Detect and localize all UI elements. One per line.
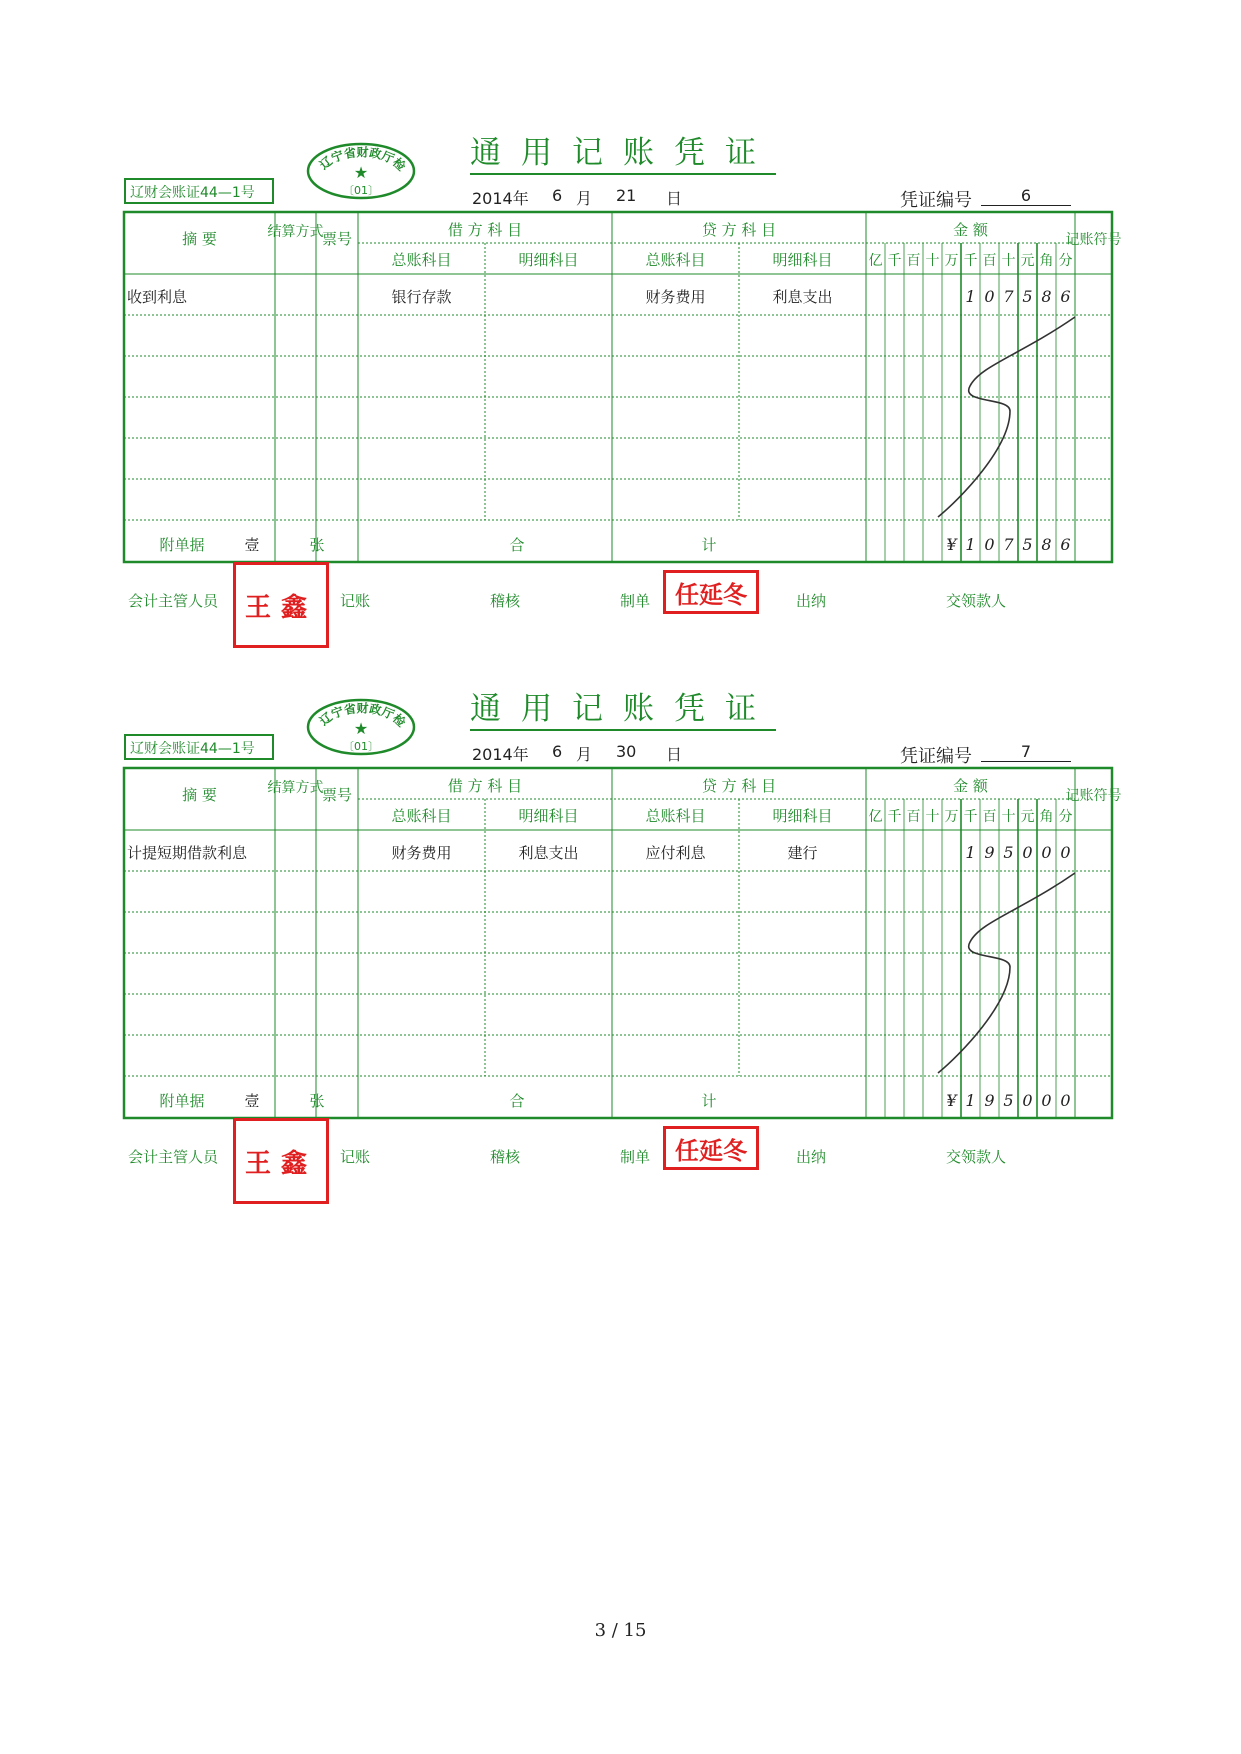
svg-text:〔01〕: 〔01〕 bbox=[343, 184, 379, 197]
digit-header: 分 bbox=[1058, 809, 1073, 825]
digit-header: 角 bbox=[1039, 809, 1054, 825]
amount-digit: 0 bbox=[1022, 843, 1033, 862]
total-digit: 1 bbox=[965, 535, 976, 554]
supervisor-label: 会计主管人员 bbox=[128, 592, 219, 610]
cashier-label: 出纳 bbox=[796, 592, 827, 610]
total-digit: 0 bbox=[984, 535, 995, 554]
digit-header: 亿 bbox=[868, 253, 883, 269]
header-settlement: 结算方式 bbox=[267, 780, 324, 796]
svg-text:辽宁省财政厅检印: 辽宁省财政厅检 bbox=[316, 701, 409, 730]
entry-summary: 收到利息 bbox=[127, 288, 188, 306]
prepared-label: 制单 bbox=[620, 592, 651, 610]
total-digit: 9 bbox=[984, 1091, 995, 1110]
amount-digit: 9 bbox=[984, 843, 995, 862]
total-digit: ¥ bbox=[946, 1091, 957, 1110]
total-digit: 0 bbox=[1060, 1091, 1071, 1110]
amount-digit: 0 bbox=[1060, 843, 1071, 862]
digit-header: 十 bbox=[925, 253, 940, 269]
attach-label: 附单据 bbox=[159, 536, 205, 554]
header-amount: 金 额 bbox=[953, 777, 988, 795]
amount-digit: 8 bbox=[1041, 287, 1052, 306]
date-month-label: 月 bbox=[576, 745, 593, 764]
total-digit: 5 bbox=[1022, 535, 1033, 554]
recipient-label: 交领款人 bbox=[946, 1148, 1007, 1166]
voucher-number: 7 bbox=[981, 742, 1071, 762]
digit-header: 百 bbox=[982, 809, 997, 825]
preparer-stamp: 任延冬 bbox=[663, 1126, 759, 1170]
voucher-1 bbox=[0, 130, 1241, 690]
voucher-number-label: 凭证编号 bbox=[900, 190, 972, 211]
total-digit: 8 bbox=[1041, 535, 1052, 554]
attach-unit: 张 bbox=[309, 536, 325, 554]
total-digit: ¥ bbox=[946, 535, 957, 554]
bookkeeping-label: 记账 bbox=[340, 1148, 371, 1166]
cancel-mark bbox=[938, 873, 1075, 1073]
amount-digit: 5 bbox=[1003, 843, 1014, 862]
header-debit: 借 方 科 目 bbox=[447, 777, 523, 795]
entry-debit-general: 财务费用 bbox=[391, 844, 452, 862]
date-day: 21 bbox=[616, 186, 637, 205]
supervisor-stamp: 王鑫 bbox=[233, 1118, 329, 1204]
total-digit: 7 bbox=[1003, 535, 1014, 554]
header-settlement: 结算方式 bbox=[267, 224, 324, 240]
total-label-2: 计 bbox=[701, 536, 717, 554]
amount-digit: 5 bbox=[1022, 287, 1033, 306]
date-day: 30 bbox=[616, 742, 637, 761]
header-mark: 记账符号 bbox=[1065, 788, 1122, 804]
supervisor-stamp: 王鑫 bbox=[233, 562, 329, 648]
amount-digit: 6 bbox=[1060, 287, 1071, 306]
svg-text:〔01〕: 〔01〕 bbox=[343, 740, 379, 753]
supervisor-label: 会计主管人员 bbox=[128, 1148, 219, 1166]
total-label-1: 合 bbox=[509, 1092, 525, 1110]
voucher-title: 通用记账凭证 bbox=[470, 133, 776, 175]
digit-header: 百 bbox=[906, 253, 921, 269]
header-ticket: 票号 bbox=[321, 230, 353, 248]
amount-digit: 7 bbox=[1003, 287, 1014, 306]
cancel-mark bbox=[938, 317, 1075, 517]
amount-digit: 1 bbox=[965, 287, 976, 306]
header-summary: 摘 要 bbox=[182, 786, 217, 804]
amount-digit: 0 bbox=[1041, 843, 1052, 862]
audit-label: 稽核 bbox=[490, 592, 521, 610]
voucher-2 bbox=[0, 686, 1241, 1246]
amount-digit: 1 bbox=[965, 843, 976, 862]
voucher-number: 6 bbox=[981, 186, 1071, 206]
attach-unit: 张 bbox=[309, 1092, 325, 1110]
digit-header: 百 bbox=[906, 809, 921, 825]
cashier-label: 出纳 bbox=[796, 1148, 827, 1166]
digit-header: 十 bbox=[925, 809, 940, 825]
amount-digit: 0 bbox=[984, 287, 995, 306]
total-digit: 0 bbox=[1041, 1091, 1052, 1110]
total-label-1: 合 bbox=[509, 536, 525, 554]
header-credit-general: 总账科目 bbox=[645, 251, 706, 269]
preparer-stamp: 任延冬 bbox=[663, 570, 759, 614]
digit-header: 万 bbox=[944, 253, 959, 269]
attach-label: 附单据 bbox=[159, 1092, 205, 1110]
entry-credit-detail: 建行 bbox=[787, 844, 818, 862]
digit-header: 元 bbox=[1020, 809, 1035, 825]
total-digit: 0 bbox=[1022, 1091, 1033, 1110]
date-day-label: 日 bbox=[666, 745, 683, 764]
header-debit-detail: 明细科目 bbox=[518, 251, 579, 269]
digit-header: 元 bbox=[1020, 253, 1035, 269]
entry-summary: 计提短期借款利息 bbox=[127, 844, 248, 862]
header-ticket: 票号 bbox=[321, 786, 353, 804]
total-label-2: 计 bbox=[701, 1092, 717, 1110]
date-day-label: 日 bbox=[666, 189, 683, 208]
digit-header: 十 bbox=[1001, 809, 1016, 825]
header-amount: 金 额 bbox=[953, 221, 988, 239]
voucher-number-label: 凭证编号 bbox=[900, 746, 972, 767]
entry-debit-general: 银行存款 bbox=[391, 288, 452, 306]
attach-count: 壹 bbox=[244, 1092, 260, 1110]
prepared-label: 制单 bbox=[620, 1148, 651, 1166]
header-debit-general: 总账科目 bbox=[391, 807, 452, 825]
digit-header: 十 bbox=[1001, 253, 1016, 269]
entry-credit-general: 应付利息 bbox=[645, 844, 706, 862]
digit-header: 百 bbox=[982, 253, 997, 269]
digit-header: 万 bbox=[944, 809, 959, 825]
digit-header: 角 bbox=[1039, 253, 1054, 269]
total-digit: 1 bbox=[965, 1091, 976, 1110]
recipient-label: 交领款人 bbox=[946, 592, 1007, 610]
digit-header: 分 bbox=[1058, 253, 1073, 269]
attach-count: 壹 bbox=[244, 536, 260, 554]
date-year: 2014年 bbox=[472, 189, 529, 208]
svg-text:★: ★ bbox=[353, 163, 369, 182]
audit-label: 稽核 bbox=[490, 1148, 521, 1166]
total-digit: 6 bbox=[1060, 535, 1071, 554]
header-mark: 记账符号 bbox=[1065, 232, 1122, 248]
digit-header: 千 bbox=[963, 809, 978, 825]
header-credit: 贷 方 科 目 bbox=[701, 777, 777, 795]
voucher-title: 通用记账凭证 bbox=[470, 689, 776, 731]
signature-row bbox=[0, 1126, 1241, 1226]
signature-row bbox=[0, 570, 1241, 670]
form-number: 辽财会账证44—1号 bbox=[124, 734, 274, 760]
date-month-label: 月 bbox=[576, 189, 593, 208]
date-year: 2014年 bbox=[472, 745, 529, 764]
header-summary: 摘 要 bbox=[182, 230, 217, 248]
svg-text:★: ★ bbox=[353, 719, 369, 738]
header-credit-detail: 明细科目 bbox=[772, 251, 833, 269]
svg-text:辽宁省财政厅检印: 辽宁省财政厅检 bbox=[316, 145, 409, 174]
header-credit: 贷 方 科 目 bbox=[701, 221, 777, 239]
header-credit-detail: 明细科目 bbox=[772, 807, 833, 825]
header-credit-general: 总账科目 bbox=[645, 807, 706, 825]
digit-header: 千 bbox=[887, 253, 902, 269]
digit-header: 千 bbox=[963, 253, 978, 269]
digit-header: 千 bbox=[887, 809, 902, 825]
entry-credit-general: 财务费用 bbox=[645, 288, 706, 306]
header-debit: 借 方 科 目 bbox=[447, 221, 523, 239]
date-month: 6 bbox=[552, 742, 563, 761]
header-debit-detail: 明细科目 bbox=[518, 807, 579, 825]
date-month: 6 bbox=[552, 186, 563, 205]
digit-header: 亿 bbox=[868, 809, 883, 825]
total-digit: 5 bbox=[1003, 1091, 1014, 1110]
header-debit-general: 总账科目 bbox=[391, 251, 452, 269]
form-number: 辽财会账证44—1号 bbox=[124, 178, 274, 204]
entry-credit-detail: 利息支出 bbox=[772, 288, 833, 306]
entry-debit-detail: 利息支出 bbox=[518, 844, 579, 862]
page-number: 3 / 15 bbox=[594, 1620, 647, 1641]
bookkeeping-label: 记账 bbox=[340, 592, 371, 610]
